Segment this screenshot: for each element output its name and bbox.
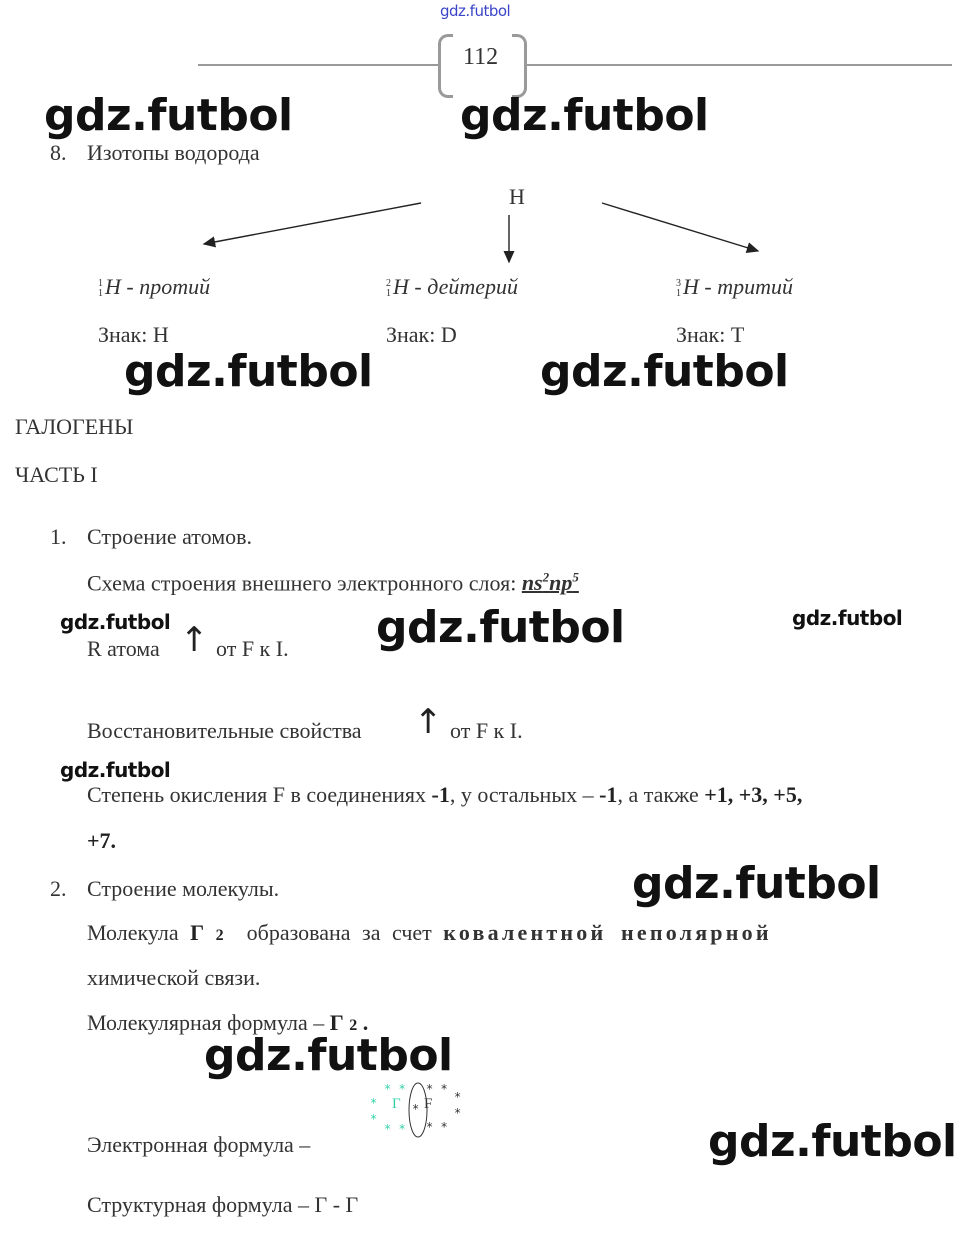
q2-bond-suffix: химической связи.: [87, 965, 261, 990]
watermark: gdz.futbol: [60, 758, 171, 782]
watermark: gdz.futbol: [708, 1116, 957, 1167]
watermark: gdz.futbol: [376, 602, 625, 653]
q1-number: 1.: [50, 524, 67, 549]
nuclide-numbers: 3 1: [676, 277, 681, 299]
scheme-formula: $ns^2np^5$: [521, 570, 579, 596]
arrow-to-protium: [204, 203, 421, 244]
isotopes-root-symbol: H: [509, 184, 525, 209]
bond-type: ковалентной неполярной: [443, 920, 772, 945]
isotopes-item-number: 8.: [50, 140, 67, 165]
watermark: gdz.futbol: [204, 1030, 453, 1081]
isotope-symbol: H: [683, 274, 699, 299]
molecule-symbol: Г 2: [190, 920, 224, 945]
q1-oxidation-last: +7.: [87, 828, 117, 853]
isotope-sign-tritium: Знак: T: [676, 322, 745, 347]
ox-value-f: -1: [431, 782, 450, 807]
arrow-up-icon: ↑: [414, 702, 443, 742]
isotope-symbol: H: [393, 274, 409, 299]
watermark: gdz.futbol: [540, 346, 789, 397]
isotope-protium: [98, 274, 210, 300]
ox-value-list: +1, +3, +5,: [704, 782, 803, 807]
q2-molecule-line: Молекула Г 2 образована за счет ковалентной неполярной: [87, 920, 772, 945]
arrow-up-icon: ↑: [180, 620, 209, 660]
isotope-name: - дейтерий: [414, 274, 519, 299]
arrow-to-tritium: [602, 203, 758, 251]
section-title: ГАЛОГЕНЫ: [15, 414, 134, 439]
nuclide-numbers: 2 1: [386, 277, 391, 299]
isotope-deuterium: [386, 274, 518, 300]
q1-radius-label: R атома: [87, 636, 160, 661]
ox-value-other: -1: [599, 782, 618, 807]
watermark: gdz.futbol: [60, 610, 171, 634]
isotopes-title: Изотопы водорода: [87, 140, 260, 165]
q1-reducing-label: Восстановительные свойства: [87, 718, 362, 743]
watermark-top: gdz.futbol: [440, 2, 511, 20]
watermark: gdz.futbol: [44, 90, 293, 141]
q1-radius-suffix: от F к I.: [216, 636, 289, 661]
isotope-name: - тритий: [704, 274, 793, 299]
formula-symbol: Г 2 .: [329, 1010, 369, 1035]
isotope-symbol: H: [105, 274, 121, 299]
part-title: ЧАСТЬ I: [15, 462, 98, 487]
watermark: gdz.futbol: [632, 858, 881, 909]
q1-scheme-line: [87, 570, 579, 596]
isotope-tree-arrows: [0, 0, 959, 300]
q1-reducing-suffix: от F к I.: [450, 718, 523, 743]
q2-formula-line: Молекулярная формула – Г 2 .: [87, 1010, 369, 1035]
watermark: gdz.futbol: [792, 606, 903, 630]
q1-title: Строение атомов.: [87, 524, 253, 549]
q2-title: Строение молекулы.: [87, 876, 280, 901]
nuclide-numbers: 1 1: [98, 277, 103, 299]
electron-dot-formula: * * * Г * * * * * * F * * * *: [370, 1082, 462, 1136]
atom-left: Г: [392, 1096, 401, 1112]
q2-electron-label: Электронная формула –: [87, 1132, 311, 1157]
atom-right: F: [424, 1096, 433, 1112]
isotope-sign-deuterium: Знак: D: [386, 322, 457, 347]
scheme-label: Схема строения внешнего электронного слоя:: [87, 570, 517, 596]
shared-pair-ellipse: [406, 1082, 433, 1138]
page-number: 112: [463, 44, 499, 70]
watermark: gdz.futbol: [460, 90, 709, 141]
q2-structural-line: Структурная формула – Г - Г: [87, 1192, 359, 1217]
watermark: gdz.futbol: [124, 346, 373, 397]
isotope-name: - протий: [126, 274, 211, 299]
isotope-sign-protium: Знак: H: [98, 322, 169, 347]
isotope-tritium: [676, 274, 793, 300]
q2-number: 2.: [50, 876, 67, 901]
q1-oxidation-line: Степень окисления F в соединениях -1, у остальных – -1, а также +1, +3, +5,: [87, 782, 803, 807]
